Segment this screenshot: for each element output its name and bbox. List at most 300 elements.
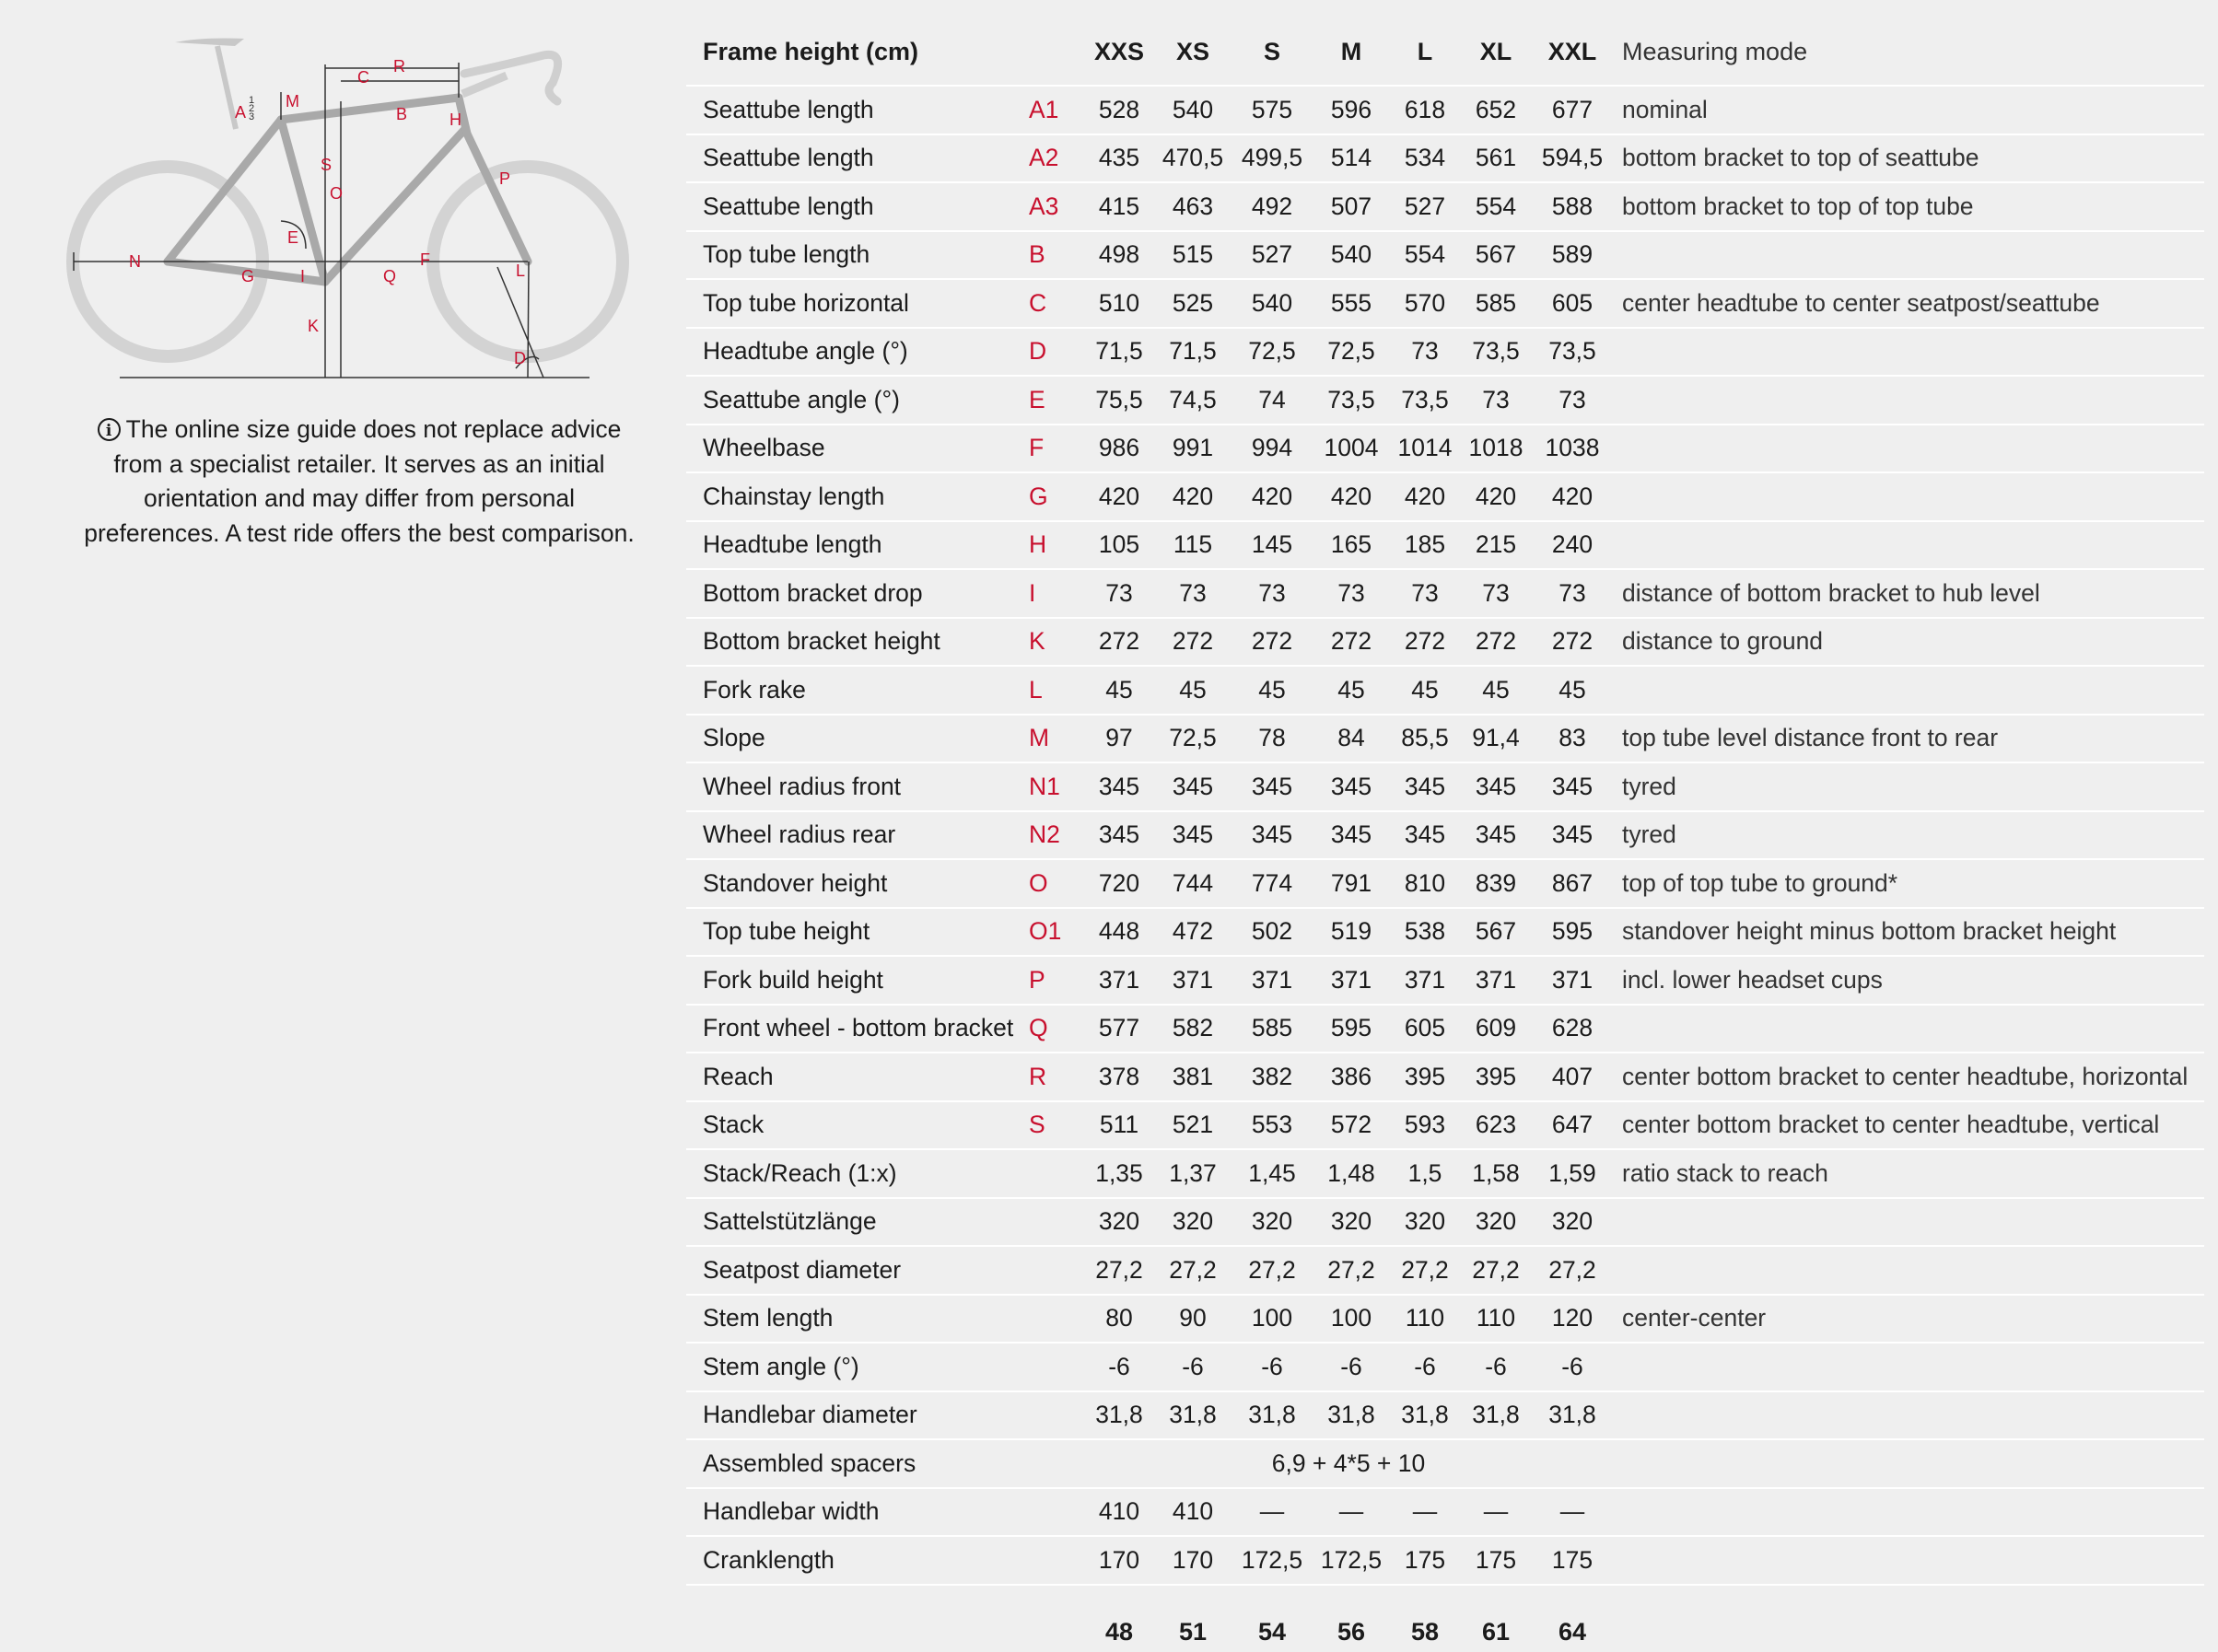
- measurement-value: 31,8: [1314, 1391, 1388, 1440]
- measurement-value: 73: [1314, 569, 1388, 618]
- measurement-value: —: [1230, 1488, 1314, 1537]
- measurement-value: 628: [1530, 1005, 1615, 1053]
- measurement-value: 320: [1462, 1198, 1530, 1247]
- measurement-value: 567: [1462, 908, 1530, 957]
- table-row: [686, 279, 2204, 328]
- table-row: [686, 86, 2204, 134]
- measurement-value: 553: [1230, 1101, 1314, 1150]
- measurement-value: 410: [1156, 1488, 1230, 1537]
- table-row: [686, 1246, 2204, 1295]
- measurement-value: 185: [1388, 521, 1462, 570]
- table-row: [686, 521, 2204, 570]
- measurement-value: 73: [1156, 569, 1230, 618]
- measurement-value: 605: [1530, 279, 1615, 328]
- measuring-mode: top of top tube to ground*: [1615, 859, 2204, 908]
- measurement-value: 519: [1314, 908, 1388, 957]
- label-l: L: [516, 262, 526, 280]
- measurement-value: 73: [1230, 569, 1314, 618]
- measurement-value: 395: [1462, 1053, 1530, 1101]
- measurement-value: 345: [1462, 762, 1530, 811]
- measurement-value: 386: [1314, 1053, 1388, 1101]
- measurement-value: 78: [1230, 715, 1314, 763]
- measurement-name: Bottom bracket height: [686, 618, 1027, 667]
- measurement-value: 73: [1462, 569, 1530, 618]
- measuring-mode: distance to ground: [1615, 618, 2204, 667]
- size-header: XXL: [1547, 37, 1597, 65]
- measurement-value: 561: [1462, 134, 1530, 183]
- table-row: [686, 908, 2204, 957]
- measurement-value: 420: [1462, 472, 1530, 521]
- measurement-name: Seattube length: [686, 182, 1027, 231]
- measurement-name: Top tube height: [686, 908, 1027, 957]
- measurement-name: Seatpost diameter: [686, 1246, 1027, 1295]
- measurement-code: D: [1027, 328, 1082, 377]
- measurement-value: 72,5: [1314, 328, 1388, 377]
- table-row: [686, 1005, 2204, 1053]
- measurement-value: 45: [1230, 666, 1314, 715]
- table-row: [686, 956, 2204, 1005]
- measurement-value: 240: [1530, 521, 1615, 570]
- measurement-value: 27,2: [1230, 1246, 1314, 1295]
- size-header: XS: [1175, 37, 1210, 65]
- code-header: [1027, 29, 1082, 86]
- measurement-value: 570: [1388, 279, 1462, 328]
- measurement-value: 593: [1388, 1101, 1462, 1150]
- measurement-value: 272: [1462, 618, 1530, 667]
- measurement-code: O: [1027, 859, 1082, 908]
- measurement-value: 371: [1314, 956, 1388, 1005]
- frame-height-value: 51: [1178, 1617, 1208, 1646]
- measurement-value: 744: [1156, 859, 1230, 908]
- measurement-name: Seattube length: [686, 134, 1027, 183]
- size-header: XL: [1479, 37, 1512, 65]
- label-d: D: [514, 349, 526, 367]
- measurement-value: 170: [1082, 1536, 1156, 1585]
- measurement-value: 435: [1082, 134, 1156, 183]
- measurement-value: 420: [1388, 472, 1462, 521]
- measuring-mode: [1615, 1488, 2204, 1537]
- measurement-value: 71,5: [1082, 328, 1156, 377]
- measurement-value: 420: [1530, 472, 1615, 521]
- measurement-value: 554: [1462, 182, 1530, 231]
- measurement-value: 521: [1156, 1101, 1230, 1150]
- measuring-mode: [1615, 1536, 2204, 1585]
- measurement-value: 407: [1530, 1053, 1615, 1101]
- measuring-mode: [1615, 231, 2204, 280]
- table-row: [686, 715, 2204, 763]
- measurement-value: 514: [1314, 134, 1388, 183]
- measurement-value: 345: [1388, 762, 1462, 811]
- measurement-code: [1027, 1246, 1082, 1295]
- table-row: [686, 811, 2204, 860]
- table-row: [686, 569, 2204, 618]
- measurement-code: M: [1027, 715, 1082, 763]
- label-2: 2: [249, 103, 255, 114]
- measurement-value: 31,8: [1082, 1391, 1156, 1440]
- measurement-value: 345: [1230, 811, 1314, 860]
- measurement-value: 527: [1230, 231, 1314, 280]
- measurement-value: 510: [1082, 279, 1156, 328]
- measurement-value: 991: [1156, 425, 1230, 473]
- measurement-value: 1,58: [1462, 1149, 1530, 1198]
- measurement-value: 472: [1156, 908, 1230, 957]
- size-header: M: [1340, 37, 1362, 65]
- frame-height-footer: [686, 1585, 2204, 1652]
- measurement-name: Stack/Reach (1:x): [686, 1149, 1027, 1198]
- measurement-value: 420: [1314, 472, 1388, 521]
- measurement-code: [1027, 1295, 1082, 1344]
- measurement-value: 371: [1156, 956, 1230, 1005]
- measurement-value: 345: [1530, 762, 1615, 811]
- measurement-value: -6: [1314, 1343, 1388, 1391]
- measurement-value: 540: [1230, 279, 1314, 328]
- measurement-value: 73,5: [1530, 328, 1615, 377]
- measurement-value: 172,5: [1314, 1536, 1388, 1585]
- measurement-code: R: [1027, 1053, 1082, 1101]
- measurement-name: Handlebar diameter: [686, 1391, 1027, 1440]
- measurement-value: 272: [1082, 618, 1156, 667]
- measurement-value: 567: [1462, 231, 1530, 280]
- measurement-value: -6: [1530, 1343, 1615, 1391]
- measurement-name: Chainstay length: [686, 472, 1027, 521]
- measurement-value: 45: [1082, 666, 1156, 715]
- measurement-value: 31,8: [1388, 1391, 1462, 1440]
- measurement-name: Stem angle (°): [686, 1343, 1027, 1391]
- table-row: [686, 1488, 2204, 1537]
- measurement-name: Top tube horizontal: [686, 279, 1027, 328]
- measuring-mode-header: Measuring mode: [1622, 37, 1808, 65]
- label-c: C: [357, 68, 369, 87]
- info-icon: i: [98, 418, 121, 441]
- label-a: A: [235, 103, 247, 122]
- measurement-value: 345: [1230, 762, 1314, 811]
- measurement-value: 839: [1462, 859, 1530, 908]
- measurement-value: 170: [1156, 1536, 1230, 1585]
- label-i: I: [300, 267, 306, 285]
- measurement-name: Sattelstützlänge: [686, 1198, 1027, 1247]
- measurement-value: 371: [1230, 956, 1314, 1005]
- size-header: L: [1417, 37, 1433, 65]
- measurement-value: 27,2: [1156, 1246, 1230, 1295]
- label-e: E: [287, 228, 299, 247]
- label-n: N: [129, 252, 141, 271]
- measurement-value: 618: [1388, 86, 1462, 134]
- measurement-value: 540: [1156, 86, 1230, 134]
- measuring-mode: [1615, 521, 2204, 570]
- measurement-value: 463: [1156, 182, 1230, 231]
- measurement-value: 27,2: [1314, 1246, 1388, 1295]
- measurement-name: Fork build height: [686, 956, 1027, 1005]
- measurement-code: [1027, 1198, 1082, 1247]
- measurement-value: —: [1530, 1488, 1615, 1537]
- measurement-value: 420: [1082, 472, 1156, 521]
- measurement-name: Slope: [686, 715, 1027, 763]
- measuring-mode: center bottom bracket to center headtube, vertical: [1615, 1101, 2204, 1150]
- measurement-value: -6: [1388, 1343, 1462, 1391]
- measurement-value: 677: [1530, 86, 1615, 134]
- measurement-name: Wheel radius front: [686, 762, 1027, 811]
- size-header: XXS: [1093, 37, 1145, 65]
- table-row: [686, 1536, 2204, 1585]
- measurement-value: 502: [1230, 908, 1314, 957]
- measurement-value: 84: [1314, 715, 1388, 763]
- measuring-mode: center bottom bracket to center headtube, horizontal: [1615, 1053, 2204, 1101]
- measurement-code: C: [1027, 279, 1082, 328]
- measurement-code: I: [1027, 569, 1082, 618]
- measurement-value: 27,2: [1462, 1246, 1530, 1295]
- measurement-value: 1,45: [1230, 1149, 1314, 1198]
- measurement-value: 45: [1314, 666, 1388, 715]
- measurement-code: Q: [1027, 1005, 1082, 1053]
- measuring-mode: [1615, 1246, 2204, 1295]
- measurement-value: 320: [1230, 1198, 1314, 1247]
- measurement-name: Seattube length: [686, 86, 1027, 134]
- measurement-value: -6: [1462, 1343, 1530, 1391]
- table-header: [686, 29, 2204, 86]
- measurement-value: 172,5: [1230, 1536, 1314, 1585]
- measurement-name: Seattube angle (°): [686, 376, 1027, 425]
- measurement-name: Stack: [686, 1101, 1027, 1150]
- measurement-value: 73,5: [1314, 376, 1388, 425]
- measurement-value: 448: [1082, 908, 1156, 957]
- label-m: M: [286, 92, 299, 111]
- measuring-mode: [1615, 328, 2204, 377]
- measuring-mode: nominal: [1615, 86, 2204, 134]
- table-row: [686, 1295, 2204, 1344]
- measurement-code: L: [1027, 666, 1082, 715]
- measurement-name: Front wheel - bottom bracket: [686, 1005, 1027, 1053]
- measuring-mode: [1615, 1343, 2204, 1391]
- frame-height-value: 48: [1104, 1617, 1134, 1646]
- measurement-code: [1027, 1439, 1082, 1488]
- measurement-value: 720: [1082, 859, 1156, 908]
- measurement-value: 1,35: [1082, 1149, 1156, 1198]
- table-row: [686, 231, 2204, 280]
- measurement-value: 585: [1230, 1005, 1314, 1053]
- measurement-code: G: [1027, 472, 1082, 521]
- measurement-value: —: [1388, 1488, 1462, 1537]
- measurement-code: B: [1027, 231, 1082, 280]
- measurement-value: 511: [1082, 1101, 1156, 1150]
- measuring-mode: [1615, 1391, 2204, 1440]
- measurement-value: 791: [1314, 859, 1388, 908]
- measurement-name: Headtube length: [686, 521, 1027, 570]
- table-row: [686, 425, 2204, 473]
- table-row: [686, 1149, 2204, 1198]
- size-guide-note-text: The online size guide does not replace advice from a specialist retailer. It serves as an initial orientation and may differ from personal preferences. A test ride offers the best comparison.: [84, 415, 635, 547]
- measurement-value: -6: [1082, 1343, 1156, 1391]
- measurement-value: 73: [1388, 569, 1462, 618]
- measurement-value: 6,9 + 4*5 + 10: [1082, 1439, 1615, 1488]
- measurement-value: 345: [1314, 811, 1388, 860]
- measurement-value: 596: [1314, 86, 1388, 134]
- measurement-value: 499,5: [1230, 134, 1314, 183]
- measurement-value: 527: [1388, 182, 1462, 231]
- measurement-value: -6: [1230, 1343, 1314, 1391]
- measuring-mode: tyred: [1615, 811, 2204, 860]
- measurement-value: 594,5: [1530, 134, 1615, 183]
- measuring-mode: [1615, 425, 2204, 473]
- measurement-value: 1004: [1314, 425, 1388, 473]
- measurement-value: 345: [1082, 811, 1156, 860]
- measurement-value: 73: [1530, 376, 1615, 425]
- measurement-value: 345: [1156, 811, 1230, 860]
- measurement-code: H: [1027, 521, 1082, 570]
- measurement-value: 774: [1230, 859, 1314, 908]
- measurement-code: K: [1027, 618, 1082, 667]
- measurement-name: Stem length: [686, 1295, 1027, 1344]
- measuring-mode: top tube level distance front to rear: [1615, 715, 2204, 763]
- measurement-value: 507: [1314, 182, 1388, 231]
- measuring-mode: bottom bracket to top of top tube: [1615, 182, 2204, 231]
- measurement-value: 345: [1314, 762, 1388, 811]
- table-row: [686, 328, 2204, 377]
- measurement-value: 470,5: [1156, 134, 1230, 183]
- measurement-value: 1018: [1462, 425, 1530, 473]
- measurement-value: 994: [1230, 425, 1314, 473]
- measurement-name: Reach: [686, 1053, 1027, 1101]
- measurement-value: 31,8: [1530, 1391, 1615, 1440]
- measurement-value: 31,8: [1156, 1391, 1230, 1440]
- measurement-value: 85,5: [1388, 715, 1462, 763]
- label-k: K: [308, 317, 320, 335]
- label-3: 3: [249, 111, 255, 122]
- measurement-value: 345: [1530, 811, 1615, 860]
- measurement-value: 320: [1156, 1198, 1230, 1247]
- saddle: [175, 39, 244, 47]
- table-row: [686, 666, 2204, 715]
- label-g: G: [241, 267, 255, 285]
- measurement-value: 73,5: [1462, 328, 1530, 377]
- frame-height-value: 56: [1337, 1617, 1366, 1646]
- measurement-value: —: [1462, 1488, 1530, 1537]
- measurement-value: 515: [1156, 231, 1230, 280]
- measurement-code: [1027, 1343, 1082, 1391]
- measurement-value: 371: [1462, 956, 1530, 1005]
- measuring-mode: [1615, 472, 2204, 521]
- measurement-value: 120: [1530, 1295, 1615, 1344]
- measurement-value: 395: [1388, 1053, 1462, 1101]
- measurement-value: 577: [1082, 1005, 1156, 1053]
- measurement-value: 575: [1230, 86, 1314, 134]
- table-row: [686, 1101, 2204, 1150]
- measurement-code: P: [1027, 956, 1082, 1005]
- table-row: [686, 859, 2204, 908]
- table-row: [686, 182, 2204, 231]
- table-row: [686, 618, 2204, 667]
- measurement-value: 525: [1156, 279, 1230, 328]
- measurement-value: 105: [1082, 521, 1156, 570]
- measurement-value: 27,2: [1082, 1246, 1156, 1295]
- measurement-value: 623: [1462, 1101, 1530, 1150]
- measuring-mode: center-center: [1615, 1295, 2204, 1344]
- measurement-code: [1027, 1488, 1082, 1537]
- measurement-value: 115: [1156, 521, 1230, 570]
- measurement-value: 585: [1462, 279, 1530, 328]
- measurement-value: 97: [1082, 715, 1156, 763]
- measurement-name: Headtube angle (°): [686, 328, 1027, 377]
- measurement-value: 609: [1462, 1005, 1530, 1053]
- measuring-mode: [1615, 1439, 2204, 1488]
- measurement-name: Wheelbase: [686, 425, 1027, 473]
- measuring-mode: tyred: [1615, 762, 2204, 811]
- measurement-value: 320: [1082, 1198, 1156, 1247]
- measurement-value: 272: [1156, 618, 1230, 667]
- frame-height-title: Frame height (cm): [703, 37, 919, 65]
- table-row: [686, 1439, 2204, 1488]
- label-f: F: [420, 250, 430, 269]
- measurement-value: 272: [1314, 618, 1388, 667]
- measurement-value: 554: [1388, 231, 1462, 280]
- measurement-value: 595: [1314, 1005, 1388, 1053]
- frame-height-value: 64: [1558, 1617, 1587, 1646]
- measuring-mode: incl. lower headset cups: [1615, 956, 2204, 1005]
- stem: [462, 76, 507, 94]
- table-row: [686, 376, 2204, 425]
- measuring-mode: distance of bottom bracket to hub level: [1615, 569, 2204, 618]
- measurement-value: 345: [1462, 811, 1530, 860]
- measurement-name: Top tube length: [686, 231, 1027, 280]
- measurement-value: 345: [1156, 762, 1230, 811]
- frame-height-value: 54: [1257, 1617, 1287, 1646]
- measurement-value: 72,5: [1230, 328, 1314, 377]
- measurement-value: 371: [1530, 956, 1615, 1005]
- measurement-code: N2: [1027, 811, 1082, 860]
- measurement-value: 320: [1314, 1198, 1388, 1247]
- measurement-value: 582: [1156, 1005, 1230, 1053]
- measurement-value: 378: [1082, 1053, 1156, 1101]
- measurement-value: 73: [1530, 569, 1615, 618]
- measurement-value: 272: [1230, 618, 1314, 667]
- measurement-value: 867: [1530, 859, 1615, 908]
- measurement-value: 371: [1082, 956, 1156, 1005]
- measurement-value: 1038: [1530, 425, 1615, 473]
- measurement-value: 31,8: [1462, 1391, 1530, 1440]
- measurement-value: 80: [1082, 1295, 1156, 1344]
- measurement-value: 345: [1082, 762, 1156, 811]
- measurement-value: 91,4: [1462, 715, 1530, 763]
- measurement-code: A3: [1027, 182, 1082, 231]
- table-row: [686, 1343, 2204, 1391]
- measurement-value: 73: [1082, 569, 1156, 618]
- measuring-mode: bottom bracket to top of seattube: [1615, 134, 2204, 183]
- measurement-value: 83: [1530, 715, 1615, 763]
- measuring-mode: [1615, 1005, 2204, 1053]
- label-s: S: [321, 156, 333, 174]
- measurement-value: 165: [1314, 521, 1388, 570]
- measurement-value: 986: [1082, 425, 1156, 473]
- label-r: R: [393, 57, 405, 76]
- measurement-value: 100: [1230, 1295, 1314, 1344]
- measurement-value: 810: [1388, 859, 1462, 908]
- measurement-value: 71,5: [1156, 328, 1230, 377]
- measurement-value: 74: [1230, 376, 1314, 425]
- measurement-value: 320: [1388, 1198, 1462, 1247]
- table-row: [686, 762, 2204, 811]
- measurement-name: Handlebar width: [686, 1488, 1027, 1537]
- measurement-value: 45: [1462, 666, 1530, 715]
- measurement-name: Assembled spacers: [686, 1439, 1027, 1488]
- label-q: Q: [383, 267, 397, 285]
- measurement-value: 74,5: [1156, 376, 1230, 425]
- table-row: [686, 1391, 2204, 1440]
- measurement-value: 595: [1530, 908, 1615, 957]
- measurement-name: Fork rake: [686, 666, 1027, 715]
- measurement-value: 540: [1314, 231, 1388, 280]
- bike-geometry-diagram: [64, 28, 654, 387]
- measurement-value: 72,5: [1156, 715, 1230, 763]
- label-p: P: [499, 169, 511, 188]
